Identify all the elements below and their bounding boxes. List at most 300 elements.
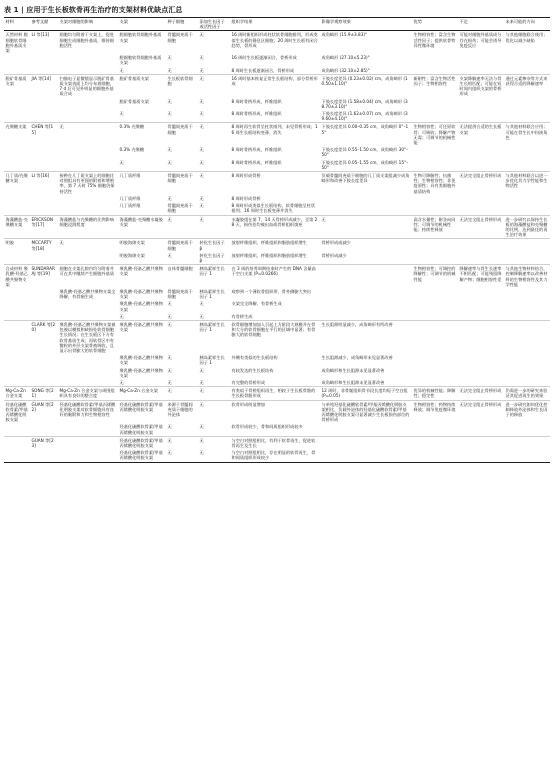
scaffold-cell: 聚乳酸-羟基乙酸共聚物支架	[119, 367, 163, 378]
scaffold-cell: 无	[119, 313, 124, 319]
advantage-cell	[412, 67, 458, 75]
future-cell: 与其他细胞联合使用；优化以减少缺陷	[504, 31, 550, 54]
disadvantage-cell	[458, 98, 504, 110]
material-cell: 合成材料 聚乳酸-羟基乙酸共聚物支架	[4, 265, 30, 288]
future-cell	[504, 98, 550, 110]
future-cell	[504, 320, 550, 354]
imaging-cell: 12 周时，非骨骺组织骨节段长度均短于空白组 (P=0.05)	[320, 387, 412, 400]
reference-cell: SONG 等[21]	[30, 387, 58, 400]
table-row	[4, 313, 550, 321]
future-cell	[504, 252, 550, 265]
imaging-cell	[320, 265, 412, 288]
advantage-cell	[412, 449, 458, 462]
table-row	[4, 252, 550, 265]
future-cell	[504, 449, 550, 462]
imaging-cell	[320, 202, 412, 215]
table-row	[4, 54, 550, 66]
scaffold-cell: 脱细胞软骨细胞外基质支架	[118, 31, 166, 54]
imaging-cell: 下肢长度差异 0.55–1.50 cm，成角畸形 30°–50°	[321, 147, 409, 158]
table-row	[4, 239, 550, 252]
seed-cell-cell: 无	[166, 387, 198, 400]
table-row	[4, 67, 550, 75]
future-cell: 与其他材料联合以进一步优化其力学性能和生物活性	[504, 172, 550, 195]
histology-cell: 16 周时基本恢复正常生长板结构，部分骨桥形成	[230, 74, 320, 97]
reference-cell	[30, 313, 58, 321]
scaffold-cell: 明胶海绵支架	[119, 252, 145, 258]
factor-cell: 胰岛素样生长因子 1	[199, 355, 225, 366]
factor-cell: 无	[199, 203, 204, 209]
factor-cell: 无	[198, 436, 230, 449]
effect-cell	[58, 67, 118, 75]
histology-cell: 8 周时形成骨桥	[230, 172, 320, 195]
table-row	[4, 400, 550, 423]
seed-cell-cell: 无	[167, 98, 172, 104]
disadvantage-cell: 无法完全阻止骨桥形成	[458, 172, 504, 195]
table-row	[4, 436, 550, 449]
seed-cell-cell: 无	[166, 449, 198, 462]
effect-cell: 聚乳酸-羟基乙酸共聚物支架被包被以模拟和缺损处软骨细胞生长情况；在生长板区下方有软骨基质生成；再软骨区中有微粒的外层支架骨被吸收，且显示出骨膨大的软骨细胞	[58, 320, 118, 354]
imaging-cell: 下肢长度差异 (0.23±0.02) cm，成角畸形 (10.50±1.10)°	[320, 74, 412, 97]
table-row	[4, 74, 550, 97]
effect-cell	[58, 354, 118, 366]
effect-cell: 聚乳酸-羟基乙酸共聚物支架全降解，有骨痂生成	[59, 288, 116, 300]
scaffold-cell: 聚乳酸-羟基乙酸共聚物支架	[119, 301, 163, 312]
seed-cell-cell: 生长板软骨细胞	[166, 74, 198, 97]
disadvantage-cell	[458, 436, 504, 449]
scaffold-cell: 聚乳酸-羟基乙酸共聚物支架	[119, 288, 163, 300]
effect-cell	[58, 313, 118, 321]
table-row	[4, 449, 550, 462]
reference-cell: CLARK 等[20]	[30, 320, 58, 354]
column-header: 不足	[458, 18, 504, 31]
future-cell	[504, 379, 550, 387]
reference-cell	[30, 159, 58, 172]
scaffold-cell: 明胶海绵支架	[118, 239, 166, 252]
column-header: 添加生长因子或活性因子	[198, 18, 230, 31]
imaging-cell: 无	[320, 215, 412, 239]
scaffold-cell: 羟基化硫酸软骨素/甲基丙烯酸化明胶支架	[119, 424, 163, 435]
imaging-cell: 下肢长度差异 0.05–1.55 cm，成角畸形 15°–50°	[321, 159, 409, 170]
reference-cell: JIA 等[14]	[30, 74, 58, 97]
seed-cell-cell: 骨髓间充质干细胞	[167, 203, 193, 214]
column-header: 优势	[412, 18, 458, 31]
effect-cell	[58, 300, 118, 312]
disadvantage-cell	[458, 195, 504, 202]
scaffold-cell: 聚乳酸-羟基乙酸共聚物支架	[118, 265, 166, 288]
seed-cell-cell: 自体骨髓细胞	[166, 265, 198, 288]
effect-cell	[58, 146, 118, 158]
material-cell	[4, 202, 30, 215]
factor-cell: 无	[198, 172, 230, 195]
imaging-cell: 成角畸形和生长阻滞未见显著改善	[321, 379, 385, 385]
seed-cell-cell: 骨髓间充质干细胞	[166, 239, 198, 252]
reference-cell	[30, 300, 58, 312]
histology-cell: 8 周时形成类似生长板结构，软骨细胞呈柱状排列；16 周时生长板变薄并消失	[231, 203, 316, 214]
seed-cell-cell: 无	[167, 355, 172, 361]
imaging-cell: 负载骨髓间充质干细胞的几丁质支架组减少成角畸形和改善下肢长度差异	[320, 172, 412, 195]
effect-cell	[58, 195, 118, 202]
disadvantage-cell	[458, 67, 504, 75]
reference-cell	[30, 54, 58, 66]
material-cell: 天然材料 脱细胞软骨细胞外基质支架	[4, 31, 30, 54]
histology-cell: 放射纤维组织、纤维组织和脂肪组织增生	[231, 252, 307, 258]
imaging-cell	[320, 195, 412, 202]
reference-cell	[30, 367, 58, 379]
factor-cell: 无	[199, 67, 204, 73]
factor-cell: 胰岛素样生长因子 1	[198, 265, 230, 288]
material-cell	[4, 320, 30, 354]
advantage-cell: 生物可降解性；抗菌性；生物相容性；非免疫原性；具有类细胞外基质结构	[412, 172, 458, 195]
future-cell	[504, 423, 550, 436]
future-cell	[504, 159, 550, 172]
advantage-cell: 生物相容性；药物持续释放；调节免疫微环境	[412, 400, 458, 423]
histology-cell: 有较发达的生长板结构	[231, 367, 274, 373]
histology-cell: 在 3 周的培养周期结束时产生的 DNA 含量高于空白支架 (P=0.0266)	[230, 265, 320, 288]
advantage-cell	[412, 379, 458, 387]
seed-cell-cell: 无	[166, 215, 198, 239]
imaging-cell: 骨桥形成减少	[321, 252, 347, 258]
effect-cell	[58, 110, 118, 123]
seed-cell-cell: 无	[167, 147, 172, 153]
disadvantage-cell: 支架降解速率无法与骨生长相匹配；可能在短时间内组织支架的骨桥形成	[458, 74, 504, 97]
reference-cell	[30, 98, 58, 110]
effect-cell	[58, 449, 118, 462]
reference-cell: ERICKSON 等[17]	[30, 215, 58, 239]
table-row	[4, 159, 550, 172]
material-cell	[4, 67, 30, 75]
reference-cell: MCCARTY 等[18]	[30, 239, 58, 252]
effect-cell: 细胞均匀附着于支架上，促进细胞生成细胞外基质，维持细胞活性	[58, 31, 118, 54]
imaging-cell: 与单纯羟基化硫酸软骨素/甲基丙烯酸化明胶支架相比，负载外泌体的羟基化硫酸软骨素/甲基丙烯酸化明胶支架可显著减少生长板损伤部位的骨桥形成	[320, 400, 412, 423]
reference-cell	[30, 252, 58, 265]
factor-cell: 胰岛素样生长因子 1	[198, 320, 230, 354]
material-cell	[4, 436, 30, 449]
future-cell	[504, 436, 550, 449]
effect-cell	[58, 54, 118, 66]
factor-cell: 胰岛素样生长因子 1	[199, 288, 225, 300]
scaffold-cell: 脱矿骨基质支架	[119, 98, 149, 104]
table-row	[4, 387, 550, 400]
imaging-cell: 成角畸形和生长阻滞未见显著改善	[321, 367, 385, 373]
reference-cell: CHEN 等[15]	[30, 123, 58, 146]
histology-cell: 8 周时骨桥形成、纤维组织	[231, 98, 282, 104]
scaffold-cell: 海藻酸盐-壳聚糖水凝胶支架	[118, 215, 166, 239]
scaffold-cell: 聚乳酸-羟基乙酸共聚物支架	[119, 355, 163, 366]
factor-cell: 无	[199, 55, 204, 61]
scaffold-table	[4, 18, 550, 463]
effect-cell	[58, 159, 118, 172]
imaging-cell: 下肢长度差异 (1.62±0.07) cm，成角畸形 (39.60±4.10)°	[321, 111, 408, 122]
imaging-cell: 成角畸形 (15.9±3.83)°	[320, 31, 412, 54]
factor-cell: 无	[199, 147, 204, 153]
effect-cell	[58, 423, 118, 436]
material-cell: 海藻酸盐-壳聚糖支架	[4, 215, 30, 239]
effect-cell	[58, 379, 118, 387]
future-cell: 与其他材料联合应用；可能在骨生长中扮演角色	[504, 123, 550, 146]
imaging-cell	[320, 449, 412, 462]
table-row	[4, 320, 550, 354]
material-cell	[4, 54, 30, 66]
material-cell	[4, 354, 30, 366]
imaging-cell	[320, 313, 412, 321]
scaffold-cell: 聚乳酸-羟基乙酸共聚物支架	[118, 320, 166, 354]
future-cell	[504, 300, 550, 312]
factor-cell: 无	[198, 400, 230, 423]
reference-cell: GUAN 等[23]	[30, 436, 58, 449]
histology-cell: 16 周时生长板逐渐闭合，骨桥形成	[231, 55, 297, 61]
table-row	[4, 195, 550, 202]
advantage-cell	[412, 159, 458, 172]
factor-cell: 无	[199, 313, 204, 319]
table-header	[4, 18, 550, 31]
reference-cell	[30, 449, 58, 462]
material-cell	[4, 379, 30, 387]
table-row	[4, 202, 550, 215]
advantage-cell: 高含水量性；耐各向同性；可调节的机械性能；持续性释放	[412, 215, 458, 239]
advantage-cell	[412, 195, 458, 202]
future-cell: 仍需进一步的研究来验证其促进再生的效果	[504, 387, 550, 400]
disadvantage-cell: 无法提供合适的生长板支架	[458, 123, 504, 146]
table-row	[4, 215, 550, 239]
table-row	[4, 265, 550, 288]
histology-cell: 软骨形成明显增加	[230, 400, 320, 423]
advantage-cell: 优异的机械性能；降解性；稳定性	[412, 387, 458, 400]
disadvantage-cell	[458, 313, 504, 321]
material-cell: 几丁质/壳聚糖支架	[4, 172, 30, 195]
seed-cell-cell: 骨髓间充质干细胞	[166, 123, 198, 146]
factor-cell: 无	[199, 98, 204, 104]
advantage-cell	[412, 239, 458, 252]
disadvantage-cell	[458, 252, 504, 265]
seed-cell-cell: 无	[167, 301, 172, 307]
advantage-cell	[412, 146, 458, 158]
seed-cell-cell: 无	[167, 367, 172, 373]
future-cell	[504, 195, 550, 202]
material-cell: Mg-Ca-Zn 合金支架	[4, 387, 30, 400]
future-cell	[504, 146, 550, 158]
column-header: 支架对细胞的影响	[58, 18, 118, 31]
material-cell	[4, 449, 30, 462]
seed-cell-cell: 无	[167, 424, 172, 430]
histology-cell: 观察到一个薄软骨组织带，骨外侧膨大突出	[231, 288, 312, 294]
disadvantage-cell	[458, 146, 504, 158]
reference-cell	[30, 146, 58, 158]
reference-cell: SUNDARARAJ 等[19]	[30, 265, 58, 288]
reference-cell: LI 等[16]	[30, 172, 58, 195]
factor-cell: 无	[199, 424, 204, 430]
seed-cell-cell: 无	[167, 379, 172, 385]
column-header: 未来可能的方向	[504, 18, 550, 31]
scaffold-cell: 羟基化硫酸软骨素/甲基丙烯酸化明胶支架	[118, 400, 166, 423]
scaffold-cell: 羟基化硫酸软骨素/甲基丙烯酸化明胶支架	[118, 436, 166, 449]
disadvantage-cell: 无法完全阻止骨桥形成	[458, 215, 504, 239]
column-header: 材料	[4, 18, 30, 31]
histology-cell: 与空白对照组相比，存在明显的软骨再生，骨和间质组织形成较少	[230, 449, 320, 462]
seed-cell-cell: 无	[167, 159, 172, 165]
future-cell: 通过元素掺杂等方式来获得合适的降解速率	[504, 74, 550, 97]
disadvantage-cell	[458, 288, 504, 300]
histology-cell: 与空白对照组相比，有利于软骨再生，促进软骨再生及生长	[230, 436, 320, 449]
effect-cell	[58, 202, 118, 215]
material-cell	[4, 288, 30, 300]
future-cell	[504, 354, 550, 366]
disadvantage-cell: 可能对细胞外基质成分存在损伤；可能会诱导免疫反应	[458, 31, 504, 54]
histology-cell: 有类似于骨桥组织再生，相较于生长板骨骼的生长板骨骼形成	[230, 387, 320, 400]
effect-cell	[58, 98, 118, 110]
histology-cell: 水凝胶组在第 7、14 天骨桥形成减少，至第 28 天，损伤处均被出血或骨桥组织填充	[230, 215, 320, 239]
disadvantage-cell	[458, 202, 504, 215]
histology-cell: 软骨形成较少，骨和间质组织形成较多	[231, 424, 303, 430]
future-cell	[504, 313, 550, 321]
seed-cell-cell: 无	[167, 67, 172, 73]
reference-cell: LI 等[13]	[30, 31, 58, 54]
advantage-cell	[412, 436, 458, 449]
effect-cell	[58, 367, 118, 379]
scaffold-cell: 几丁质纤维	[119, 195, 141, 201]
table-row	[4, 172, 550, 195]
advantage-cell	[412, 110, 458, 123]
factor-cell: 无	[199, 159, 204, 165]
effect-cell: 海藻酸盐与壳聚糖的比例影响细胞浸润程度	[58, 215, 118, 239]
material-cell: 脱矿骨基质支架	[4, 74, 30, 97]
scaffold-cell: 羟基化硫酸软骨素/甲基丙烯酸化明胶支架	[118, 449, 166, 462]
material-cell	[4, 159, 30, 172]
disadvantage-cell	[458, 367, 504, 379]
material-cell: 羟基化硫酸软骨素/甲基丙烯酸化明胶支架	[4, 400, 30, 423]
advantage-cell	[412, 320, 458, 354]
advantage-cell: 生物相容性；可调控的降解性；可调节的机械性能	[412, 265, 458, 288]
histology-cell: 软骨细胞增加加入引起上方阶段大规模并在骨和大分的软骨细胞在平行的区域中显著；有骨膨大的软骨细胞	[230, 320, 320, 354]
seed-cell-cell: 无	[167, 55, 172, 61]
future-cell: 进一步研究如何优化控制释放外泌体和生长因子的释放	[504, 400, 550, 423]
disadvantage-cell	[458, 110, 504, 123]
factor-cell: 无	[198, 387, 230, 400]
future-cell	[504, 67, 550, 75]
factor-cell: 无	[198, 449, 230, 462]
reference-cell: GUAN 等[22]	[30, 400, 58, 423]
future-cell	[504, 367, 550, 379]
advantage-cell: 生物相容性；可还原软骨；可吸收；降解产物无毒；可调节的机械性能	[412, 123, 458, 146]
table-title: 表 1 | 应用于生长板软骨再生治疗的支架材料优缺点汇总	[4, 4, 550, 18]
histology-cell: 放射纤维组织、纤维组织和脂肪组织增生	[230, 239, 320, 252]
material-cell	[4, 300, 30, 312]
imaging-cell	[320, 436, 412, 449]
disadvantage-cell: 无法完全阻止骨桥形成	[458, 400, 504, 423]
disadvantage-cell: 降解速率与骨生长速率不相匹配；可能残留降解产物；细胞相容性差	[458, 265, 504, 288]
reference-cell	[30, 423, 58, 436]
column-header: 参考文献	[30, 18, 58, 31]
column-header: 组织学结果	[230, 18, 320, 31]
factor-cell: 无	[199, 379, 204, 385]
seed-cell-cell: 无	[167, 195, 172, 201]
table-row	[4, 110, 550, 123]
advantage-cell	[412, 288, 458, 300]
scaffold-cell: 0.3% 壳聚糖	[118, 123, 166, 146]
imaging-cell: 下肢长度差异 (1.58±0.04) cm，成角畸形 (38.70±3.10)°	[321, 98, 408, 109]
disadvantage-cell	[458, 54, 504, 66]
factor-cell: 无	[198, 31, 230, 54]
reference-cell	[30, 110, 58, 123]
advantage-cell	[412, 300, 458, 312]
scaffold-cell: 无	[119, 67, 124, 73]
histology-cell: 8 周时骨桥形成、纤维组织	[231, 159, 282, 165]
effect-cell: Mg-Ca-Zn 合金支架与周围组织具有良好的整合度	[58, 387, 118, 400]
seed-cell-cell: 骨髓间充质干细胞	[166, 172, 198, 195]
seed-cell-cell: 来源于骨髓间充质干细胞的外泌体	[166, 400, 198, 423]
effect-cell: 无	[58, 239, 118, 252]
factor-cell: 转化生长因子 β	[198, 239, 230, 252]
seed-cell-cell: 无	[167, 111, 172, 117]
table-row	[4, 379, 550, 387]
scaffold-cell: Mg-Ca-Zn 合金支架	[118, 387, 166, 400]
disadvantage-cell	[458, 379, 504, 387]
reference-cell	[30, 379, 58, 387]
histology-cell: 有骨桥生成	[231, 313, 253, 319]
disadvantage-cell	[458, 239, 504, 252]
scaffold-cell: 几丁质纤维	[118, 172, 166, 195]
imaging-cell	[320, 423, 412, 436]
material-cell: 壳聚糖支架	[4, 123, 30, 146]
table-row	[4, 146, 550, 158]
disadvantage-cell	[458, 159, 504, 172]
scaffold-cell: 无	[119, 379, 124, 385]
histology-cell: 8 周时骨桥形成、纤维组织	[231, 147, 282, 153]
factor-cell: 无	[199, 111, 204, 117]
factor-cell: 无	[199, 301, 204, 307]
seed-cell-cell: 无	[166, 436, 198, 449]
advantage-cell	[412, 367, 458, 379]
histology-cell: 8 周时骨桥形成、纤维组织	[231, 111, 282, 117]
table-row	[4, 31, 550, 54]
factor-cell: 无	[198, 215, 230, 239]
material-cell	[4, 195, 30, 202]
future-cell: 进一步研究以保持生长板的海藻酸盐和壳聚糖的比例，达到最佳的再生治疗效果	[504, 215, 550, 239]
table-body	[4, 31, 550, 462]
advantage-cell	[412, 54, 458, 66]
future-cell	[504, 110, 550, 123]
seed-cell-cell: 骨髓间充质干细胞	[166, 31, 198, 54]
advantage-cell	[412, 423, 458, 436]
advantage-cell	[412, 313, 458, 321]
factor-cell: 无	[199, 367, 204, 373]
histology-cell: 外侧有类似的生长板结构	[231, 355, 278, 361]
reference-cell	[30, 354, 58, 366]
table-row	[4, 123, 550, 146]
disadvantage-cell	[458, 449, 504, 462]
table-row	[4, 300, 550, 312]
histology-cell: 有完整的骨桥形成	[231, 379, 266, 385]
column-header: 影像学观察效果	[320, 18, 412, 31]
histology-cell: 8 周时形成骨桥	[231, 195, 261, 201]
factor-cell: 无	[198, 74, 230, 97]
table-row	[4, 367, 550, 379]
scaffold-cell: 几丁质纤维	[119, 203, 141, 209]
effect-cell: 扫描电子显微镜显示脱矿骨基质支架表面上均分布着细胞，7 d 后可见外明显的细胞外基质合成	[58, 74, 118, 97]
column-header: 支架	[118, 18, 166, 31]
reference-cell	[30, 288, 58, 300]
future-cell	[504, 202, 550, 215]
material-cell	[4, 110, 30, 123]
future-cell	[504, 239, 550, 252]
effect-cell	[58, 436, 118, 449]
material-cell	[4, 98, 30, 110]
future-cell	[504, 288, 550, 300]
imaging-cell	[320, 300, 412, 312]
imaging-cell: 骨桥形成或减少	[320, 239, 412, 252]
advantage-cell	[412, 98, 458, 110]
factor-cell: 转化生长因子 β	[199, 252, 225, 263]
effect-cell: 细胞在支架孔隙内均匀附着并可在其中继续产生细胞外基质	[58, 265, 118, 288]
